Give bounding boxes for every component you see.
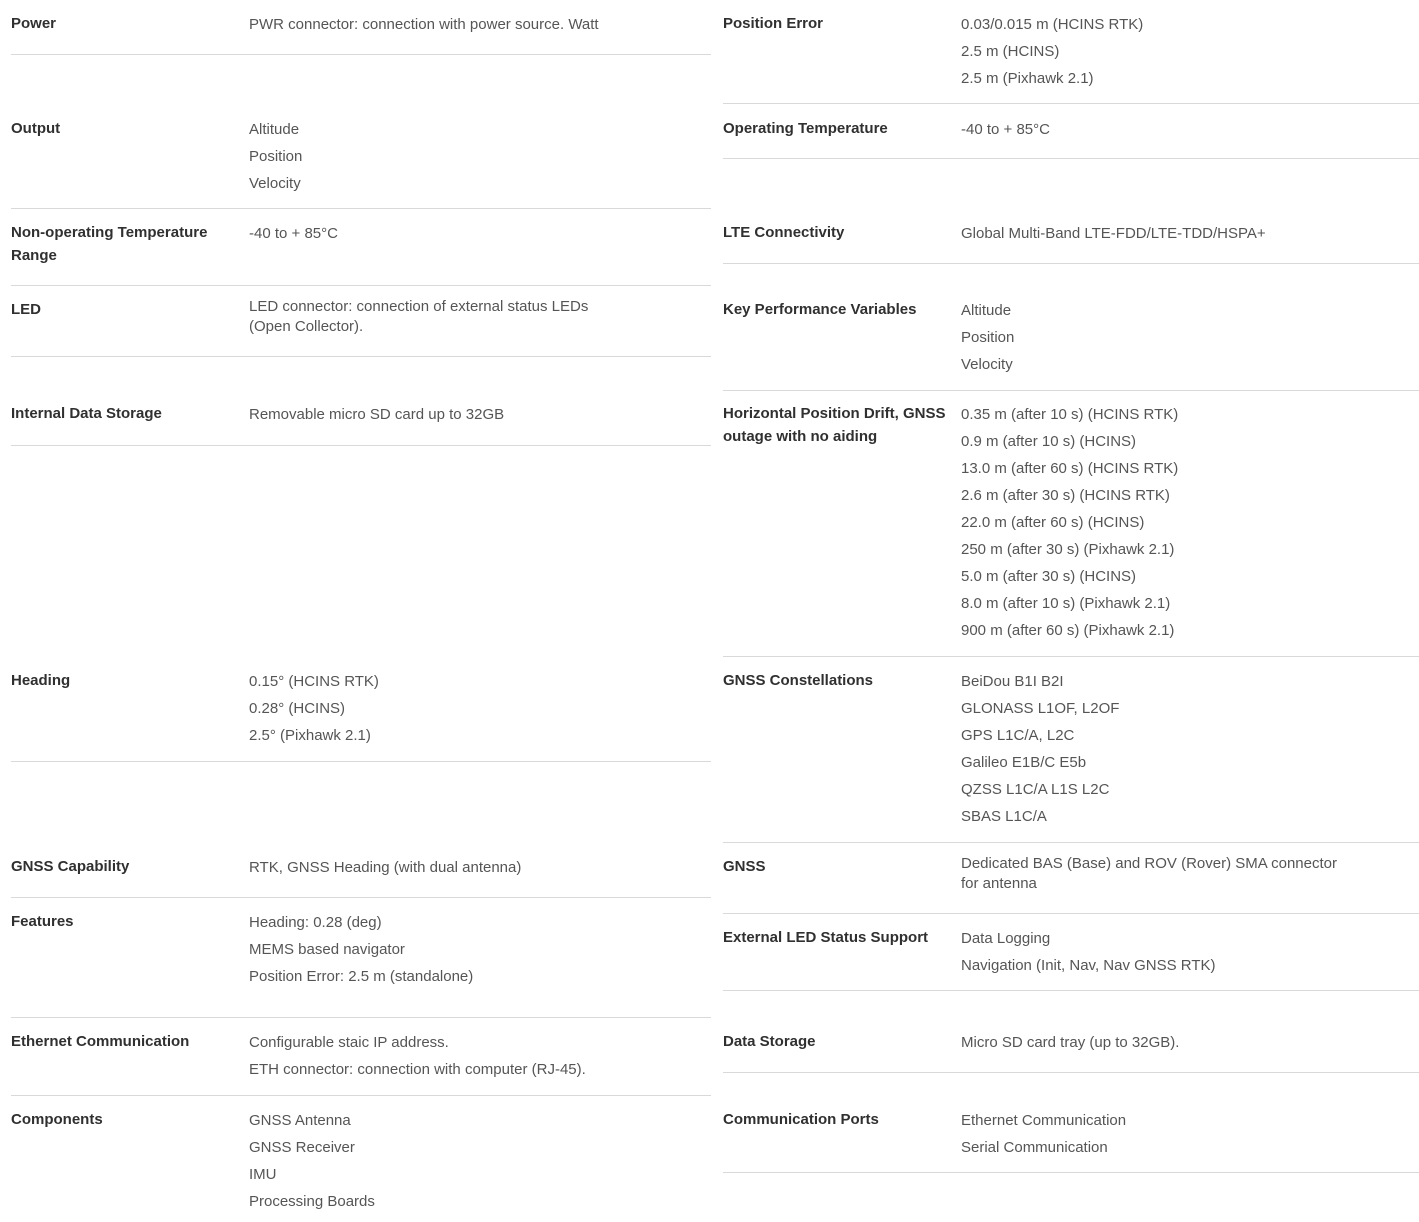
spec-value: GPS L1C/A, L2C bbox=[961, 727, 1075, 744]
spec-value: PWR connector: connection with power source. Watt bbox=[249, 16, 599, 33]
spec-label: Heading bbox=[11, 672, 71, 689]
spec-value: BeiDou B1I B2I bbox=[961, 673, 1064, 690]
spec-values bbox=[961, 401, 1401, 644]
spec-value: 0.9 m (after 10 s) (HCINS) bbox=[961, 433, 1137, 450]
spec-label: External LED Status Support bbox=[723, 929, 929, 946]
spec-label: Position Error bbox=[723, 15, 824, 32]
spec-label: GNSS Capability bbox=[11, 858, 130, 875]
spec-value: 13.0 m (after 60 s) (HCINS RTK) bbox=[961, 460, 1179, 477]
spec-value: Position bbox=[961, 329, 1015, 346]
spec-values bbox=[249, 1107, 689, 1215]
spec-row bbox=[723, 843, 1419, 914]
spec-values bbox=[249, 297, 629, 337]
spec-value: 2.5 m (HCINS) bbox=[961, 43, 1060, 60]
spec-values bbox=[249, 220, 689, 247]
spec-value: QZSS L1C/A L1S L2C bbox=[961, 781, 1110, 798]
spec-row bbox=[723, 1018, 1419, 1073]
spec-value: RTK, GNSS Heading (with dual antenna) bbox=[249, 859, 522, 876]
spec-label: LED bbox=[11, 301, 41, 318]
spec-value: Configurable staic IP address. bbox=[249, 1034, 449, 1051]
spec-values bbox=[249, 854, 689, 881]
spec-value: Velocity bbox=[249, 175, 301, 192]
spec-values bbox=[961, 1107, 1401, 1161]
spec-values bbox=[961, 297, 1401, 378]
spec-value: 0.28° (HCINS) bbox=[249, 700, 346, 717]
spec-values bbox=[249, 401, 689, 428]
spec-value: 2.6 m (after 30 s) (HCINS RTK) bbox=[961, 487, 1170, 504]
spec-values bbox=[249, 11, 689, 38]
spec-label: Horizontal Position Drift, GNSS outage with no aiding bbox=[723, 405, 946, 445]
spec-label: Components bbox=[11, 1111, 103, 1128]
spec-row bbox=[723, 0, 1419, 104]
spec-value: Heading: 0.28 (deg) bbox=[249, 914, 382, 931]
spec-value: MEMS based navigator bbox=[249, 941, 405, 958]
spec-value: Ethernet Communication bbox=[961, 1112, 1127, 1129]
spec-value: Global Multi-Band LTE-FDD/LTE-TDD/HSPA+ bbox=[961, 225, 1266, 242]
spec-row bbox=[723, 390, 1419, 657]
spec-row bbox=[723, 209, 1419, 264]
spec-label: Features bbox=[11, 913, 74, 930]
spec-label: Communication Ports bbox=[723, 1111, 879, 1128]
spec-row bbox=[11, 1096, 711, 1222]
spec-row bbox=[11, 209, 711, 286]
spec-values bbox=[961, 925, 1401, 979]
spec-value: 250 m (after 30 s) (Pixhawk 2.1) bbox=[961, 541, 1175, 558]
spec-label: Power bbox=[11, 15, 57, 32]
spec-label: LTE Connectivity bbox=[723, 224, 845, 241]
spec-value: Altitude bbox=[249, 121, 300, 138]
spec-values bbox=[961, 854, 1341, 894]
spec-row bbox=[11, 0, 711, 55]
spec-value: Position Error: 2.5 m (standalone) bbox=[249, 968, 474, 985]
spec-row bbox=[11, 105, 711, 209]
spec-value: Navigation (Init, Nav, Nav GNSS RTK) bbox=[961, 957, 1216, 974]
spec-value: Dedicated BAS (Base) and ROV (Rover) SMA connector for antenna bbox=[961, 855, 1337, 892]
spec-value: Processing Boards bbox=[249, 1193, 375, 1210]
spec-value: ETH connector: connection with computer (RJ-45). bbox=[249, 1061, 586, 1078]
spec-value: Serial Communication bbox=[961, 1139, 1108, 1156]
spec-label: Non-operating Temperature Range bbox=[11, 224, 208, 264]
spec-value: 2.5° (Pixhawk 2.1) bbox=[249, 727, 371, 744]
spec-values bbox=[961, 668, 1401, 830]
spec-value: 900 m (after 60 s) (Pixhawk 2.1) bbox=[961, 622, 1175, 639]
spec-value: 0.35 m (after 10 s) (HCINS RTK) bbox=[961, 406, 1179, 423]
spec-values bbox=[961, 11, 1401, 92]
spec-value: 0.03/0.015 m (HCINS RTK) bbox=[961, 16, 1144, 33]
spec-value: GNSS Receiver bbox=[249, 1139, 355, 1156]
spec-value: Position bbox=[249, 148, 303, 165]
spec-value: Data Logging bbox=[961, 930, 1051, 947]
spec-value: Removable micro SD card up to 32GB bbox=[249, 406, 505, 423]
spec-row bbox=[11, 390, 711, 446]
spec-row bbox=[11, 286, 711, 357]
spec-row bbox=[723, 105, 1419, 159]
spec-label: Operating Temperature bbox=[723, 120, 888, 137]
spec-value: GLONASS L1OF, L2OF bbox=[961, 700, 1120, 717]
spec-value: 8.0 m (after 10 s) (Pixhawk 2.1) bbox=[961, 595, 1171, 612]
spec-values bbox=[249, 909, 689, 990]
spec-value: 22.0 m (after 60 s) (HCINS) bbox=[961, 514, 1145, 531]
spec-row bbox=[723, 657, 1419, 843]
spec-row bbox=[723, 286, 1419, 391]
spec-label: Internal Data Storage bbox=[11, 405, 162, 422]
spec-value: SBAS L1C/A bbox=[961, 808, 1047, 825]
spec-label: Data Storage bbox=[723, 1033, 816, 1050]
spec-value: -40 to + 85°C bbox=[961, 121, 1050, 138]
spec-label: Ethernet Communication bbox=[11, 1033, 190, 1050]
spec-label: GNSS bbox=[723, 858, 766, 875]
spec-row bbox=[723, 1096, 1419, 1173]
spec-row bbox=[11, 1018, 711, 1096]
spec-row bbox=[11, 898, 711, 1018]
spec-value: 5.0 m (after 30 s) (HCINS) bbox=[961, 568, 1137, 585]
spec-values bbox=[249, 1029, 689, 1083]
spec-values bbox=[961, 116, 1401, 143]
spec-label: Output bbox=[11, 120, 61, 137]
spec-row bbox=[11, 657, 711, 762]
spec-value: Micro SD card tray (up to 32GB). bbox=[961, 1034, 1180, 1051]
spec-value: -40 to + 85°C bbox=[249, 225, 338, 242]
spec-value: Altitude bbox=[961, 302, 1012, 319]
spec-value: Velocity bbox=[961, 356, 1013, 373]
spec-row bbox=[11, 843, 711, 898]
spec-values bbox=[249, 668, 689, 749]
spec-value: Galileo E1B/C E5b bbox=[961, 754, 1087, 771]
spec-values bbox=[249, 116, 689, 197]
spec-label: Key Performance Variables bbox=[723, 301, 917, 318]
spec-value: 2.5 m (Pixhawk 2.1) bbox=[961, 70, 1094, 87]
spec-value: 0.15° (HCINS RTK) bbox=[249, 673, 379, 690]
spec-value: IMU bbox=[249, 1166, 277, 1183]
spec-label: GNSS Constellations bbox=[723, 672, 874, 689]
spec-row bbox=[723, 914, 1419, 991]
spec-value: GNSS Antenna bbox=[249, 1112, 351, 1129]
spec-values bbox=[961, 1029, 1401, 1056]
spec-value: LED connector: connection of external status LEDs (Open Collector). bbox=[249, 298, 589, 335]
spec-values bbox=[961, 220, 1401, 247]
